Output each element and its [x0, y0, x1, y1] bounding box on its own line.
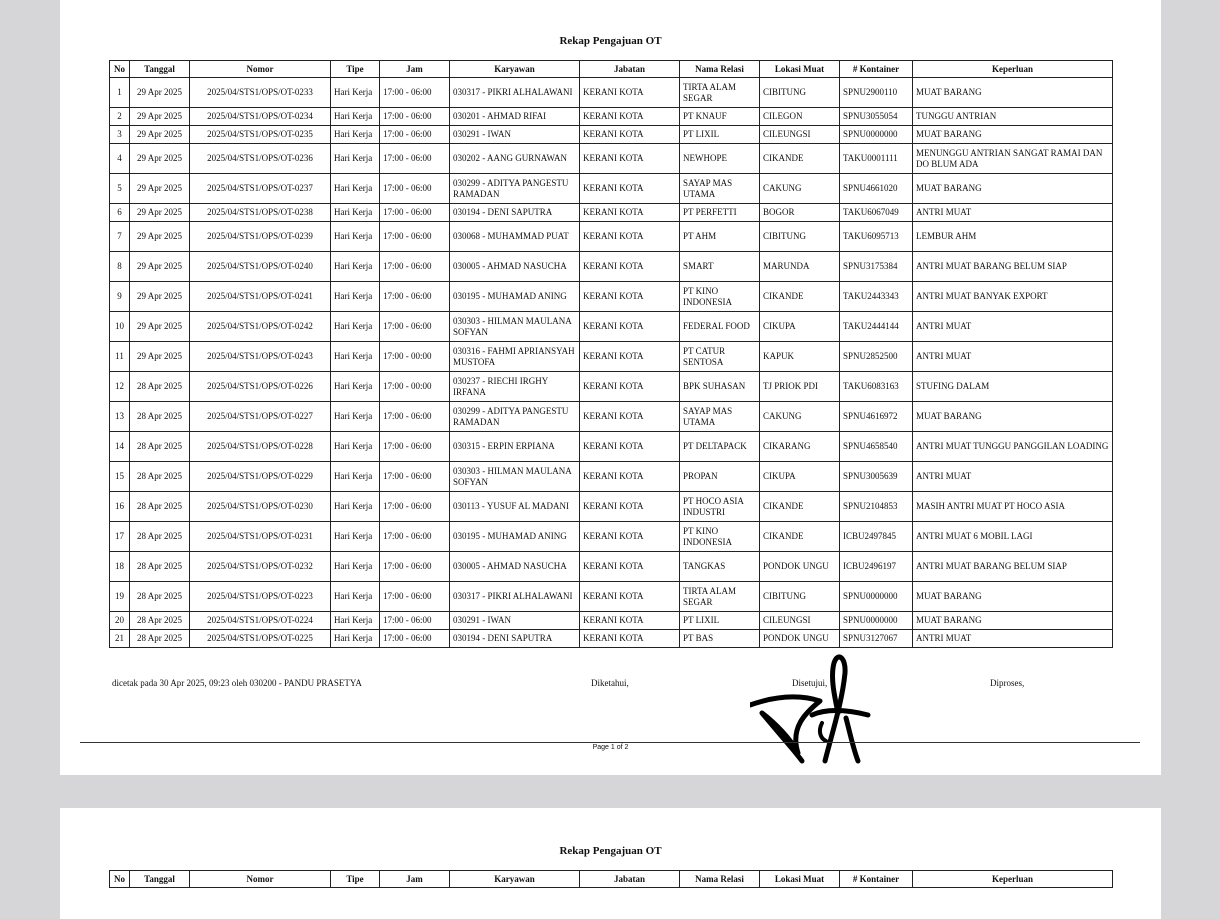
- cell-col-purpose: ANTRI MUAT TUNGGU PANGGILAN LOADING: [913, 432, 1113, 462]
- cell-col-purpose: STUFING DALAM: [913, 372, 1113, 402]
- cell-col-number: 2025/04/STS1/OPS/OT-0243: [190, 342, 331, 372]
- cell-col-position: KERANI KOTA: [580, 432, 680, 462]
- cell-col-container: TAKU6083163: [840, 372, 913, 402]
- header-col-employee: Karyawan: [450, 61, 580, 78]
- cell-col-purpose: ANTRI MUAT BANYAK EXPORT: [913, 282, 1113, 312]
- document-page-2: [60, 808, 1161, 919]
- table-row: [110, 492, 1113, 522]
- cell-col-date: 29 Apr 2025: [130, 108, 190, 126]
- cell-col-no: 20: [110, 612, 130, 630]
- cell-col-hours: 17:00 - 00:00: [380, 372, 450, 402]
- cell-col-date: 29 Apr 2025: [130, 78, 190, 108]
- cell-col-employee: 030299 - ADITYA PANGESTU RAMADAN: [450, 402, 580, 432]
- cell-col-date: 29 Apr 2025: [130, 204, 190, 222]
- cell-col-number: 2025/04/STS1/OPS/OT-0242: [190, 312, 331, 342]
- cell-col-no: 7: [110, 222, 130, 252]
- cell-col-type: Hari Kerja: [331, 204, 380, 222]
- cell-col-employee: 030195 - MUHAMAD ANING: [450, 282, 580, 312]
- cell-col-container: SPNU3127067: [840, 630, 913, 648]
- cell-col-position: KERANI KOTA: [580, 462, 680, 492]
- cell-col-hours: 17:00 - 00:00: [380, 342, 450, 372]
- header-col-number: Nomor: [190, 61, 331, 78]
- cell-col-type: Hari Kerja: [331, 144, 380, 174]
- sign-known-label: Diketahui,: [591, 678, 629, 688]
- cell-col-type: Hari Kerja: [331, 312, 380, 342]
- header-col-hours: Jam: [380, 871, 450, 888]
- cell-col-hours: 17:00 - 06:00: [380, 432, 450, 462]
- header-col-container: # Kontainer: [840, 871, 913, 888]
- cell-col-relation: PT KINO INDONESIA: [680, 522, 760, 552]
- cell-col-no: 6: [110, 204, 130, 222]
- header-col-position: Jabatan: [580, 871, 680, 888]
- cell-col-relation: TIRTA ALAM SEGAR: [680, 78, 760, 108]
- cell-col-purpose: MUAT BARANG: [913, 78, 1113, 108]
- table-row: [110, 372, 1113, 402]
- cell-col-position: KERANI KOTA: [580, 522, 680, 552]
- cell-col-type: Hari Kerja: [331, 630, 380, 648]
- cell-col-date: 28 Apr 2025: [130, 582, 190, 612]
- cell-col-location: MARUNDA: [760, 252, 840, 282]
- cell-col-no: 13: [110, 402, 130, 432]
- cell-col-position: KERANI KOTA: [580, 582, 680, 612]
- cell-col-employee: 030113 - YUSUF AL MADANI: [450, 492, 580, 522]
- table-row: [110, 630, 1113, 648]
- cell-col-purpose: ANTRI MUAT: [913, 630, 1113, 648]
- cell-col-relation: PT AHM: [680, 222, 760, 252]
- cell-col-no: 3: [110, 126, 130, 144]
- cell-col-employee: 030316 - FAHMI APRIANSYAH MUSTOFA: [450, 342, 580, 372]
- cell-col-no: 10: [110, 312, 130, 342]
- cell-col-container: TAKU2444144: [840, 312, 913, 342]
- cell-col-hours: 17:00 - 06:00: [380, 282, 450, 312]
- cell-col-location: CIKANDE: [760, 522, 840, 552]
- cell-col-hours: 17:00 - 06:00: [380, 492, 450, 522]
- cell-col-container: SPNU3055054: [840, 108, 913, 126]
- sign-approved-label: Disetujui,: [792, 678, 828, 688]
- header-col-hours: Jam: [380, 61, 450, 78]
- cell-col-date: 29 Apr 2025: [130, 126, 190, 144]
- cell-col-number: 2025/04/STS1/OPS/OT-0225: [190, 630, 331, 648]
- header-col-number: Nomor: [190, 871, 331, 888]
- cell-col-location: CIKANDE: [760, 144, 840, 174]
- cell-col-relation: PT LIXIL: [680, 612, 760, 630]
- cell-col-position: KERANI KOTA: [580, 174, 680, 204]
- cell-col-purpose: MASIH ANTRI MUAT PT HOCO ASIA: [913, 492, 1113, 522]
- cell-col-number: 2025/04/STS1/OPS/OT-0231: [190, 522, 331, 552]
- cell-col-position: KERANI KOTA: [580, 402, 680, 432]
- cell-col-no: 21: [110, 630, 130, 648]
- cell-col-relation: BPK SUHASAN: [680, 372, 760, 402]
- cell-col-number: 2025/04/STS1/OPS/OT-0226: [190, 372, 331, 402]
- cell-col-position: KERANI KOTA: [580, 126, 680, 144]
- cell-col-location: CILEUNGSI: [760, 612, 840, 630]
- cell-col-location: CAKUNG: [760, 402, 840, 432]
- cell-col-relation: SMART: [680, 252, 760, 282]
- cell-col-container: TAKU6095713: [840, 222, 913, 252]
- cell-col-purpose: ANTRI MUAT: [913, 342, 1113, 372]
- cell-col-employee: 030317 - PIKRI ALHALAWANI: [450, 582, 580, 612]
- cell-col-employee: 030194 - DENI SAPUTRA: [450, 204, 580, 222]
- cell-col-no: 14: [110, 432, 130, 462]
- cell-col-number: 2025/04/STS1/OPS/OT-0230: [190, 492, 331, 522]
- cell-col-number: 2025/04/STS1/OPS/OT-0241: [190, 282, 331, 312]
- cell-col-hours: 17:00 - 06:00: [380, 252, 450, 282]
- cell-col-relation: PROPAN: [680, 462, 760, 492]
- table-row: [110, 582, 1113, 612]
- header-col-location: Lokasi Muat: [760, 61, 840, 78]
- cell-col-container: SPNU4661020: [840, 174, 913, 204]
- cell-col-container: SPNU0000000: [840, 126, 913, 144]
- cell-col-number: 2025/04/STS1/OPS/OT-0238: [190, 204, 331, 222]
- cell-col-date: 28 Apr 2025: [130, 630, 190, 648]
- cell-col-type: Hari Kerja: [331, 432, 380, 462]
- cell-col-location: CIBITUNG: [760, 582, 840, 612]
- cell-col-date: 29 Apr 2025: [130, 282, 190, 312]
- cell-col-employee: 030201 - AHMAD RIFAI: [450, 108, 580, 126]
- cell-col-type: Hari Kerja: [331, 282, 380, 312]
- document-page-1: [60, 0, 1161, 775]
- cell-col-container: SPNU0000000: [840, 612, 913, 630]
- table-row: [110, 126, 1113, 144]
- header-col-location: Lokasi Muat: [760, 871, 840, 888]
- cell-col-location: CIBITUNG: [760, 222, 840, 252]
- cell-col-container: ICBU2496197: [840, 552, 913, 582]
- cell-col-number: 2025/04/STS1/OPS/OT-0223: [190, 582, 331, 612]
- page-title-2: Rekap Pengajuan OT: [559, 845, 662, 857]
- cell-col-type: Hari Kerja: [331, 552, 380, 582]
- cell-col-relation: PT LIXIL: [680, 126, 760, 144]
- cell-col-employee: 030303 - HILMAN MAULANA SOFYAN: [450, 462, 580, 492]
- table-row: [110, 312, 1113, 342]
- cell-col-location: CIKUPA: [760, 312, 840, 342]
- cell-col-no: 1: [110, 78, 130, 108]
- cell-col-location: CIKANDE: [760, 282, 840, 312]
- table-row: [110, 342, 1113, 372]
- cell-col-no: 15: [110, 462, 130, 492]
- printed-note: dicetak pada 30 Apr 2025, 09:23 oleh 030200 - PANDU PRASETYA: [112, 678, 362, 688]
- cell-col-date: 29 Apr 2025: [130, 174, 190, 204]
- cell-col-date: 28 Apr 2025: [130, 522, 190, 552]
- cell-col-position: KERANI KOTA: [580, 282, 680, 312]
- cell-col-relation: TANGKAS: [680, 552, 760, 582]
- cell-col-type: Hari Kerja: [331, 402, 380, 432]
- cell-col-no: 11: [110, 342, 130, 372]
- cell-col-date: 28 Apr 2025: [130, 372, 190, 402]
- cell-col-number: 2025/04/STS1/OPS/OT-0235: [190, 126, 331, 144]
- cell-col-date: 29 Apr 2025: [130, 252, 190, 282]
- cell-col-hours: 17:00 - 06:00: [380, 144, 450, 174]
- cell-col-purpose: MUAT BARANG: [913, 582, 1113, 612]
- cell-col-purpose: ANTRI MUAT: [913, 462, 1113, 492]
- cell-col-employee: 030291 - IWAN: [450, 612, 580, 630]
- header-col-date: Tanggal: [130, 871, 190, 888]
- cell-col-type: Hari Kerja: [331, 612, 380, 630]
- cell-col-number: 2025/04/STS1/OPS/OT-0237: [190, 174, 331, 204]
- cell-col-hours: 17:00 - 06:00: [380, 222, 450, 252]
- cell-col-type: Hari Kerja: [331, 342, 380, 372]
- table-body: [110, 78, 1113, 648]
- cell-col-type: Hari Kerja: [331, 78, 380, 108]
- cell-col-position: KERANI KOTA: [580, 612, 680, 630]
- cell-col-employee: 030315 - ERPIN ERPIANA: [450, 432, 580, 462]
- page-divider: [80, 742, 1140, 743]
- cell-col-location: KAPUK: [760, 342, 840, 372]
- table-row: [110, 612, 1113, 630]
- handwritten-signature: [750, 643, 880, 773]
- cell-col-container: SPNU2104853: [840, 492, 913, 522]
- cell-col-location: PONDOK UNGU: [760, 552, 840, 582]
- header-col-purpose: Keperluan: [913, 61, 1113, 78]
- cell-col-hours: 17:00 - 06:00: [380, 126, 450, 144]
- table-row: [110, 252, 1113, 282]
- cell-col-relation: PT DELTAPACK: [680, 432, 760, 462]
- cell-col-employee: 030195 - MUHAMAD ANING: [450, 522, 580, 552]
- cell-col-type: Hari Kerja: [331, 222, 380, 252]
- cell-col-hours: 17:00 - 06:00: [380, 78, 450, 108]
- cell-col-type: Hari Kerja: [331, 492, 380, 522]
- cell-col-container: TAKU2443343: [840, 282, 913, 312]
- table-row: [110, 522, 1113, 552]
- cell-col-no: 17: [110, 522, 130, 552]
- cell-col-employee: 030303 - HILMAN MAULANA SOFYAN: [450, 312, 580, 342]
- cell-col-employee: 030005 - AHMAD NASUCHA: [450, 252, 580, 282]
- cell-col-position: KERANI KOTA: [580, 204, 680, 222]
- cell-col-position: KERANI KOTA: [580, 144, 680, 174]
- cell-col-container: SPNU0000000: [840, 582, 913, 612]
- header-col-type: Tipe: [331, 61, 380, 78]
- cell-col-container: TAKU6067049: [840, 204, 913, 222]
- cell-col-type: Hari Kerja: [331, 126, 380, 144]
- cell-col-position: KERANI KOTA: [580, 372, 680, 402]
- cell-col-purpose: MENUNGGU ANTRIAN SANGAT RAMAI DAN DO BLUM ADA: [913, 144, 1113, 174]
- cell-col-purpose: ANTRI MUAT BARANG BELUM SIAP: [913, 552, 1113, 582]
- rekap-table: [109, 60, 1113, 648]
- cell-col-number: 2025/04/STS1/OPS/OT-0236: [190, 144, 331, 174]
- cell-col-relation: PT CATUR SENTOSA: [680, 342, 760, 372]
- cell-col-type: Hari Kerja: [331, 174, 380, 204]
- table-row: [110, 462, 1113, 492]
- cell-col-purpose: ANTRI MUAT: [913, 312, 1113, 342]
- table-row: [110, 282, 1113, 312]
- cell-col-location: CIKUPA: [760, 462, 840, 492]
- cell-col-purpose: MUAT BARANG: [913, 612, 1113, 630]
- cell-col-purpose: ANTRI MUAT: [913, 204, 1113, 222]
- cell-col-employee: 030194 - DENI SAPUTRA: [450, 630, 580, 648]
- table-row: [110, 552, 1113, 582]
- cell-col-hours: 17:00 - 06:00: [380, 204, 450, 222]
- cell-col-hours: 17:00 - 06:00: [380, 402, 450, 432]
- cell-col-purpose: ANTRI MUAT 6 MOBIL LAGI: [913, 522, 1113, 552]
- cell-col-location: CILEGON: [760, 108, 840, 126]
- cell-col-container: ICBU2497845: [840, 522, 913, 552]
- cell-col-date: 29 Apr 2025: [130, 312, 190, 342]
- cell-col-location: BOGOR: [760, 204, 840, 222]
- cell-col-hours: 17:00 - 06:00: [380, 630, 450, 648]
- cell-col-relation: NEWHOPE: [680, 144, 760, 174]
- table-header-row: [110, 61, 1113, 78]
- cell-col-container: SPNU4616972: [840, 402, 913, 432]
- table-row: [110, 144, 1113, 174]
- table-header-row: [110, 871, 1113, 888]
- cell-col-location: CIBITUNG: [760, 78, 840, 108]
- cell-col-position: KERANI KOTA: [580, 312, 680, 342]
- cell-col-relation: FEDERAL FOOD: [680, 312, 760, 342]
- cell-col-no: 2: [110, 108, 130, 126]
- cell-col-relation: PT BAS: [680, 630, 760, 648]
- cell-col-no: 8: [110, 252, 130, 282]
- cell-col-position: KERANI KOTA: [580, 342, 680, 372]
- cell-col-employee: 030291 - IWAN: [450, 126, 580, 144]
- cell-col-no: 4: [110, 144, 130, 174]
- cell-col-type: Hari Kerja: [331, 252, 380, 282]
- cell-col-location: PONDOK UNGU: [760, 630, 840, 648]
- cell-col-position: KERANI KOTA: [580, 492, 680, 522]
- cell-col-position: KERANI KOTA: [580, 552, 680, 582]
- cell-col-date: 28 Apr 2025: [130, 462, 190, 492]
- table-row: [110, 432, 1113, 462]
- table-row: [110, 222, 1113, 252]
- cell-col-purpose: ANTRI MUAT BARANG BELUM SIAP: [913, 252, 1113, 282]
- header-col-no: No: [110, 871, 130, 888]
- cell-col-hours: 17:00 - 06:00: [380, 522, 450, 552]
- cell-col-no: 16: [110, 492, 130, 522]
- cell-col-number: 2025/04/STS1/OPS/OT-0233: [190, 78, 331, 108]
- cell-col-no: 12: [110, 372, 130, 402]
- cell-col-hours: 17:00 - 06:00: [380, 312, 450, 342]
- cell-col-type: Hari Kerja: [331, 372, 380, 402]
- cell-col-date: 28 Apr 2025: [130, 612, 190, 630]
- cell-col-employee: 030202 - AANG GURNAWAN: [450, 144, 580, 174]
- table-row: [110, 204, 1113, 222]
- cell-col-relation: PT HOCO ASIA INDUSTRI: [680, 492, 760, 522]
- header-col-type: Tipe: [331, 871, 380, 888]
- rekap-table-header-page-2: [109, 870, 1113, 888]
- cell-col-container: SPNU2900110: [840, 78, 913, 108]
- cell-col-employee: 030068 - MUHAMMAD PUAT: [450, 222, 580, 252]
- cell-col-number: 2025/04/STS1/OPS/OT-0240: [190, 252, 331, 282]
- cell-col-no: 5: [110, 174, 130, 204]
- table-row: [110, 402, 1113, 432]
- cell-col-no: 19: [110, 582, 130, 612]
- header-col-relation: Nama Relasi: [680, 871, 760, 888]
- cell-col-hours: 17:00 - 06:00: [380, 552, 450, 582]
- cell-col-date: 28 Apr 2025: [130, 492, 190, 522]
- cell-col-number: 2025/04/STS1/OPS/OT-0224: [190, 612, 331, 630]
- header-col-relation: Nama Relasi: [680, 61, 760, 78]
- cell-col-hours: 17:00 - 06:00: [380, 174, 450, 204]
- cell-col-relation: SAYAP MAS UTAMA: [680, 402, 760, 432]
- cell-col-container: SPNU2852500: [840, 342, 913, 372]
- cell-col-number: 2025/04/STS1/OPS/OT-0234: [190, 108, 331, 126]
- header-col-no: No: [110, 61, 130, 78]
- header-col-purpose: Keperluan: [913, 871, 1113, 888]
- cell-col-position: KERANI KOTA: [580, 630, 680, 648]
- cell-col-position: KERANI KOTA: [580, 108, 680, 126]
- cell-col-employee: 030005 - AHMAD NASUCHA: [450, 552, 580, 582]
- page-title: Rekap Pengajuan OT: [559, 35, 662, 47]
- table-row: [110, 174, 1113, 204]
- cell-col-position: KERANI KOTA: [580, 78, 680, 108]
- cell-col-date: 28 Apr 2025: [130, 552, 190, 582]
- cell-col-type: Hari Kerja: [331, 462, 380, 492]
- cell-col-date: 29 Apr 2025: [130, 342, 190, 372]
- cell-col-number: 2025/04/STS1/OPS/OT-0228: [190, 432, 331, 462]
- cell-col-no: 18: [110, 552, 130, 582]
- sign-processed-label: Diproses,: [990, 678, 1025, 688]
- cell-col-no: 9: [110, 282, 130, 312]
- cell-col-purpose: MUAT BARANG: [913, 174, 1113, 204]
- header-col-date: Tanggal: [130, 61, 190, 78]
- cell-col-number: 2025/04/STS1/OPS/OT-0229: [190, 462, 331, 492]
- header-col-employee: Karyawan: [450, 871, 580, 888]
- cell-col-date: 29 Apr 2025: [130, 222, 190, 252]
- cell-col-type: Hari Kerja: [331, 522, 380, 552]
- cell-col-purpose: MUAT BARANG: [913, 402, 1113, 432]
- cell-col-number: 2025/04/STS1/OPS/OT-0239: [190, 222, 331, 252]
- cell-col-purpose: TUNGGU ANTRIAN: [913, 108, 1113, 126]
- cell-col-location: TJ PRIOK PDI: [760, 372, 840, 402]
- cell-col-position: KERANI KOTA: [580, 252, 680, 282]
- cell-col-location: CIKARANG: [760, 432, 840, 462]
- cell-col-type: Hari Kerja: [331, 582, 380, 612]
- table-row: [110, 78, 1113, 108]
- page-number: Page 1 of 2: [592, 744, 629, 751]
- cell-col-container: SPNU3175384: [840, 252, 913, 282]
- cell-col-relation: PT KINO INDONESIA: [680, 282, 760, 312]
- cell-col-location: CILEUNGSI: [760, 126, 840, 144]
- cell-col-purpose: MUAT BARANG: [913, 126, 1113, 144]
- cell-col-employee: 030299 - ADITYA PANGESTU RAMADAN: [450, 174, 580, 204]
- cell-col-hours: 17:00 - 06:00: [380, 582, 450, 612]
- cell-col-container: SPNU4658540: [840, 432, 913, 462]
- cell-col-number: 2025/04/STS1/OPS/OT-0227: [190, 402, 331, 432]
- cell-col-relation: TIRTA ALAM SEGAR: [680, 582, 760, 612]
- cell-col-purpose: LEMBUR AHM: [913, 222, 1113, 252]
- cell-col-hours: 17:00 - 06:00: [380, 108, 450, 126]
- cell-col-date: 28 Apr 2025: [130, 402, 190, 432]
- header-col-container: # Kontainer: [840, 61, 913, 78]
- cell-col-date: 29 Apr 2025: [130, 144, 190, 174]
- cell-col-container: SPNU3005639: [840, 462, 913, 492]
- cell-col-employee: 030237 - RIECHI IRGHY IRFANA: [450, 372, 580, 402]
- cell-col-location: CIKANDE: [760, 492, 840, 522]
- cell-col-hours: 17:00 - 06:00: [380, 462, 450, 492]
- cell-col-container: TAKU0001111: [840, 144, 913, 174]
- cell-col-employee: 030317 - PIKRI ALHALAWANI: [450, 78, 580, 108]
- cell-col-relation: PT PERFETTI: [680, 204, 760, 222]
- table-row: [110, 108, 1113, 126]
- cell-col-date: 28 Apr 2025: [130, 432, 190, 462]
- cell-col-number: 2025/04/STS1/OPS/OT-0232: [190, 552, 331, 582]
- cell-col-position: KERANI KOTA: [580, 222, 680, 252]
- cell-col-location: CAKUNG: [760, 174, 840, 204]
- header-col-position: Jabatan: [580, 61, 680, 78]
- cell-col-relation: PT KNAUF: [680, 108, 760, 126]
- cell-col-hours: 17:00 - 06:00: [380, 612, 450, 630]
- cell-col-relation: SAYAP MAS UTAMA: [680, 174, 760, 204]
- cell-col-type: Hari Kerja: [331, 108, 380, 126]
